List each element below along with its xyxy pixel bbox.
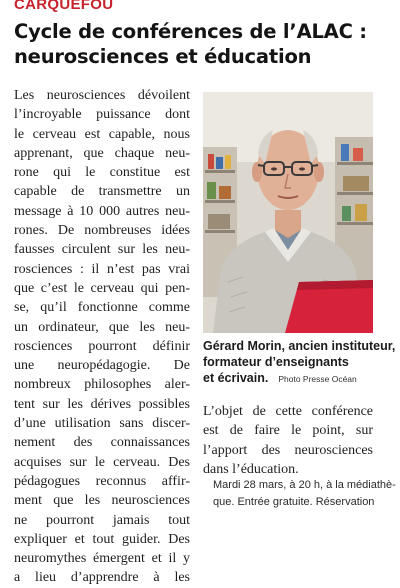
info-line: Mardi 28 mars, à 20 h, à la médiathè- bbox=[213, 479, 396, 491]
section-kicker: CARQUEFOU bbox=[14, 0, 114, 13]
info-line: que. Entrée gratuite. Réservation bbox=[213, 496, 375, 508]
body-line: nement des connaissances bbox=[14, 435, 190, 451]
body-line: est de faire le point, sur bbox=[203, 423, 373, 439]
body-line: L’objet de cette conférence bbox=[203, 404, 373, 419]
body-line: rosciences : il n’est pas vrai bbox=[14, 261, 190, 277]
body-line: l’incroyable puissance dont bbox=[14, 107, 190, 123]
body-line: l’apport des neurosciences bbox=[203, 442, 373, 458]
caption-line: formateur d’enseignants bbox=[203, 355, 349, 369]
caption-line: Gérard Morin, ancien instituteur, bbox=[203, 339, 396, 353]
body-line: un ordinateur, que les neu- bbox=[14, 319, 190, 335]
body-line: pédagogues reconnus affir- bbox=[14, 473, 190, 489]
body-line: d’une utilisation sans discer- bbox=[14, 416, 190, 432]
body-line: message à 10 000 autres neu- bbox=[14, 203, 190, 219]
body-line: se, qu’il fonctionne comme bbox=[14, 300, 190, 316]
body-line: ment que les neurosciences bbox=[14, 493, 190, 509]
body-line: tent sur les dérives possibles bbox=[14, 396, 190, 412]
body-line: apprenant, que chaque neu- bbox=[14, 145, 190, 161]
event-info bbox=[213, 477, 396, 511]
body-line: fausses circulent sur les neu- bbox=[14, 242, 190, 258]
body-line: ne pourront jamais tout bbox=[14, 512, 190, 528]
headline-line: Cycle de conférences de l’ALAC : bbox=[14, 20, 367, 43]
body-line: rones. De nombreuses idées bbox=[14, 223, 190, 239]
body-line: une neuropédagogie. De bbox=[14, 358, 190, 374]
body-line: Les neurosciences dévoilent bbox=[14, 88, 190, 103]
body-line: dans l’éducation. bbox=[203, 461, 299, 477]
headline-line: neurosciences et éducation bbox=[14, 45, 312, 68]
body-line: a lieu d’apprendre à les bbox=[14, 570, 190, 586]
article-body-right bbox=[203, 402, 373, 479]
portrait-photo bbox=[203, 92, 373, 333]
article-body-left bbox=[14, 86, 190, 588]
photo-caption bbox=[203, 338, 396, 387]
body-line: neuromythes émergent et il y bbox=[14, 551, 190, 567]
body-line: rone qui le constitue est bbox=[14, 165, 190, 181]
body-line: le cerveau est capable, nous bbox=[14, 126, 190, 142]
body-line: expliquer et tout guider. Des bbox=[14, 531, 190, 547]
body-line: rosciences pourront définir bbox=[14, 338, 190, 354]
caption-line-text: et écrivain. bbox=[203, 371, 269, 385]
body-line: capable de transmettre un bbox=[14, 184, 190, 200]
caption-line bbox=[203, 370, 378, 387]
body-line: nombreux philosophes aler- bbox=[14, 377, 190, 393]
body-line: que c’est le cerveau qui pen- bbox=[14, 280, 190, 296]
body-line: acquises sur le cerveau. Des bbox=[14, 454, 190, 470]
headline bbox=[14, 19, 394, 69]
photo-credit: Photo Presse Océan bbox=[278, 374, 357, 384]
